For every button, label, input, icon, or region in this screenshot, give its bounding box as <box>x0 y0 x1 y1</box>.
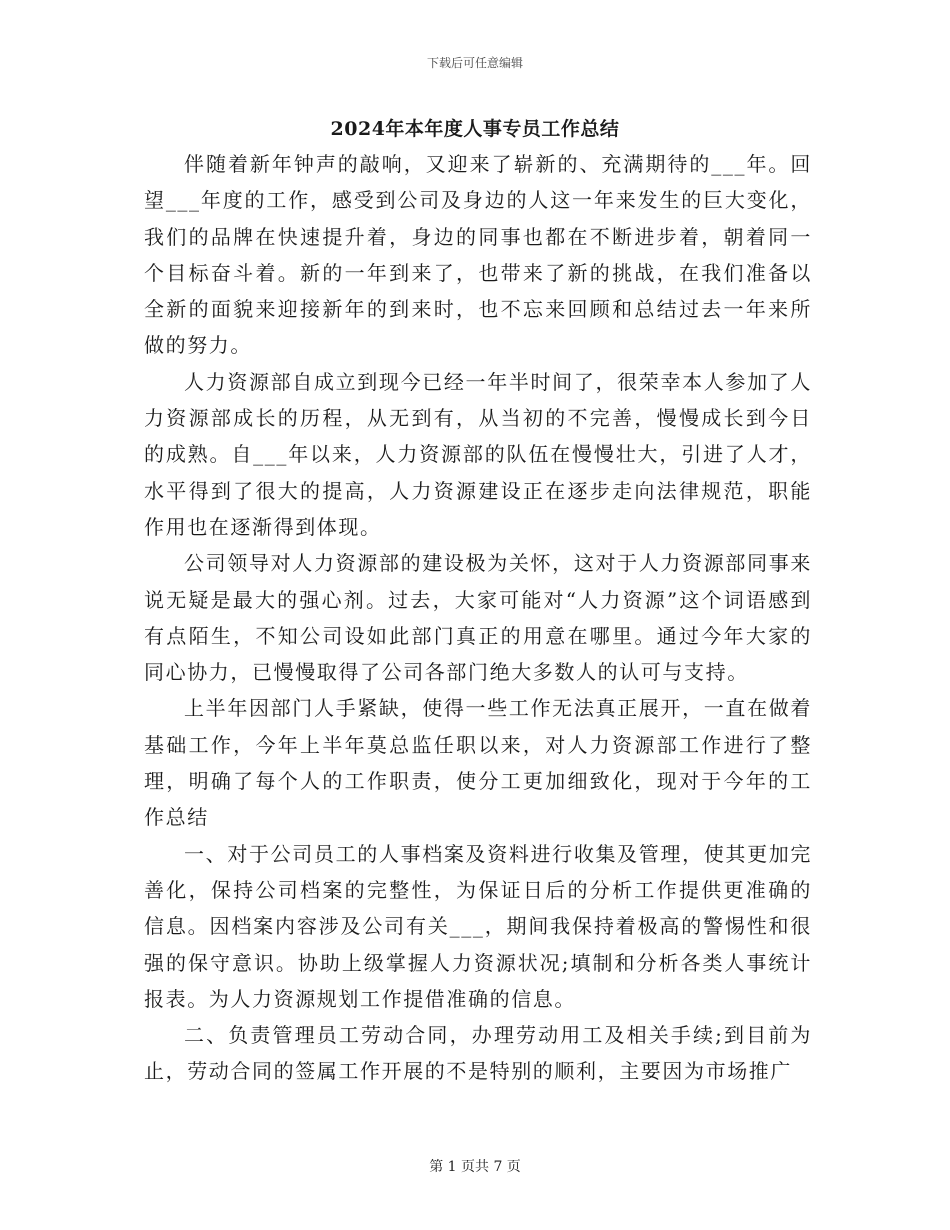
page-footer: 第 1 页共 7 页 <box>429 1159 521 1175</box>
paragraph: 伴随着新年钟声的敲响，又迎来了崭新的、充满期待的___年。回望___年度的工作，感受到公司及身边的人这一年来发生的巨大变化，我们的品牌在快速提升着，身边的同事也都在不断进步着，朝着同一个目标奋斗着。新的一年到来了，也带来了新的挑战，在我们准备以全新的面貌来迎接新年的到来时，也不忘来回顾和总结过去一年来所做的努力。 <box>144 152 812 358</box>
document-body <box>144 146 812 1090</box>
paragraph: 上半年因部门人手紧缺，使得一些工作无法真正展开，一直在做着基础工作，今年上半年莫总监任职以来，对人力资源部工作进行了整理，明确了每个人的工作职责，使分工更加细致化，现对于今年的工作总结 <box>144 696 812 830</box>
paragraph: 公司领导对人力资源部的建设极为关怀，这对于人力资源部同事来说无疑是最大的强心剂。过去，大家可能对“人力资源”这个词语感到有点陌生，不知公司设如此部门真正的用意在哪里。通过今年大家的同心协力，已慢慢取得了公司各部门绝大多数人的认可与支持。 <box>144 551 812 685</box>
paragraph: 一、对于公司员工的人事档案及资料进行收集及管理，使其更加完善化，保持公司档案的完整性，为保证日后的分析工作提供更准确的信息。因档案内容涉及公司有关___，期间我保持着极高的警惕性和很强的保守意识。协助上级掌握人力资源状况;填制和分析各类人事统计报表。为人力资源规划工作提借准确的信息。 <box>144 841 812 1011</box>
paragraph: 人力资源部自成立到现今已经一年半时间了，很荣幸本人参加了人力资源部成长的历程，从无到有，从当初的不完善，慢慢成长到今日的成熟。自___年以来，人力资源部的队伍在慢慢壮大，引进了人才，水平得到了很大的提高，人力资源建设正在逐步走向法律规范，职能作用也在逐渐得到体现。 <box>144 369 812 539</box>
header-note: 下载后可任意编辑 <box>426 56 523 70</box>
document-title: 2024年本年度人事专员工作总结 <box>330 118 620 140</box>
paragraph: 二、负责管理员工劳动合同，办理劳动用工及相关手续;到目前为止，劳动合同的签属工作开展的不是特别的顺利，主要因为市场推广 <box>144 1023 812 1084</box>
